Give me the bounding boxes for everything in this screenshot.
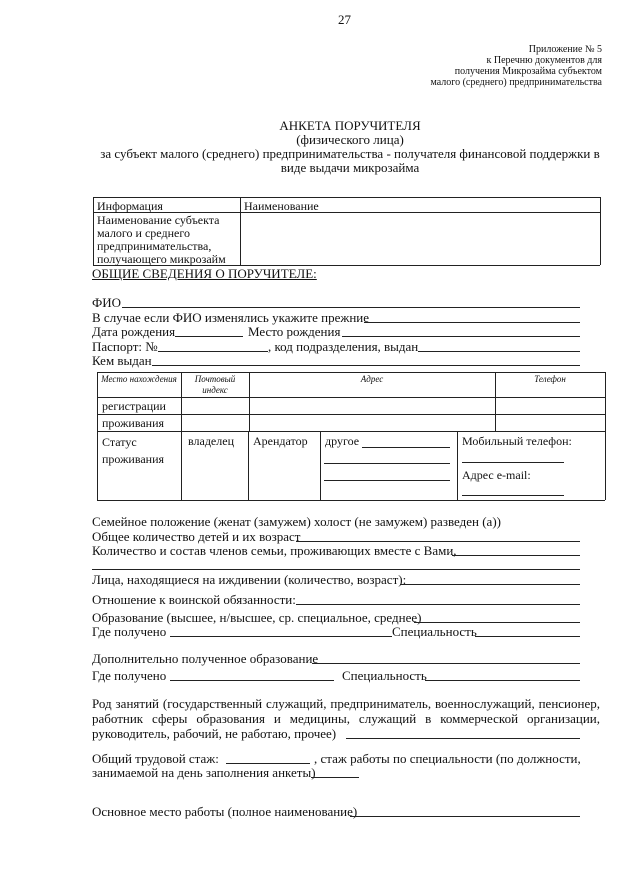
- info-header-name: Наименование: [244, 199, 319, 213]
- fio-field[interactable]: [122, 307, 580, 308]
- status-tenant[interactable]: Арендатор: [253, 434, 308, 448]
- other-field-2[interactable]: [324, 463, 450, 464]
- education-field[interactable]: [414, 622, 580, 623]
- passport-number-field[interactable]: [158, 351, 268, 352]
- total-experience-label: Общий трудовой стаж:: [92, 751, 219, 766]
- residence-address-field[interactable]: [250, 415, 494, 430]
- passport-label: Паспорт: №: [92, 339, 158, 354]
- form-title-line-3: за субъект малого (среднего) предпринимательства - получателя финансовой поддержки в: [100, 146, 600, 161]
- appendix-line-3: получения Микрозайма субъектом: [454, 66, 602, 77]
- family-members-field-2[interactable]: [92, 569, 580, 570]
- residence-postal-field[interactable]: [182, 415, 248, 430]
- prev-fio-label: В случае если ФИО изменялись укажите прежние: [92, 310, 370, 325]
- info-row-label: Наименование субъекта малого и среднего предпринимательства, получающего микрозайм: [97, 213, 226, 266]
- children-field[interactable]: [296, 541, 580, 542]
- additional-where-label: Где получено: [92, 668, 167, 683]
- appendix-line-2: к Перечню документов для: [486, 55, 602, 66]
- header-phone: Телефон: [534, 374, 566, 384]
- birth-place-label: Место рождения: [248, 324, 341, 339]
- main-job-label: Основное место работы (полное наименование): [92, 804, 358, 819]
- additional-specialty-label: Специальность: [342, 668, 427, 683]
- status-owner[interactable]: владелец: [188, 434, 234, 448]
- info-header-information: Информация: [97, 199, 163, 213]
- form-title: АНКЕТА ПОРУЧИТЕЛЯ: [279, 118, 421, 133]
- birth-date-field[interactable]: [175, 336, 243, 337]
- occupation-label: Род занятий (государственный служащий, предприниматель, военнослужащий, пенсионер, работник сферы образования и медицины, служащий в коммерческой организации, руководитель, рабочий, не работаю, прочее): [92, 696, 600, 741]
- status-other[interactable]: другое: [325, 434, 360, 448]
- family-members-label: Количество и состав членов семьи, проживающих вместе с Вами,: [92, 543, 457, 558]
- row-registration: регистрации: [102, 399, 166, 413]
- children-label: Общее количество детей и их возраст: [92, 529, 301, 544]
- main-job-field[interactable]: [350, 816, 580, 817]
- appendix-line-4: малого (среднего) предпринимательства: [430, 77, 602, 88]
- residence-phone-field[interactable]: [496, 415, 604, 430]
- total-experience-field[interactable]: [226, 763, 310, 764]
- specialty-experience-label: , стаж работы по специальности (по должности,: [314, 751, 581, 766]
- appendix-block: [430, 44, 602, 88]
- general-section-heading: ОБЩИЕ СВЕДЕНИЯ О ПОРУЧИТЕЛЕ:: [92, 266, 317, 281]
- issued-by-field[interactable]: [152, 365, 580, 366]
- email-field[interactable]: [462, 495, 564, 496]
- birth-date-label: Дата рождения: [92, 324, 176, 339]
- dependents-field[interactable]: [400, 584, 580, 585]
- header-address: Адрес: [360, 374, 384, 384]
- form-subtitle: (физического лица): [296, 132, 404, 147]
- passport-issued-field[interactable]: [418, 351, 580, 352]
- registration-address-field[interactable]: [250, 398, 494, 413]
- family-members-field[interactable]: [452, 555, 580, 556]
- birth-place-field[interactable]: [342, 336, 580, 337]
- occupation-field[interactable]: [346, 738, 580, 739]
- specialty-label: Специальность: [392, 624, 477, 639]
- registration-phone-field[interactable]: [496, 398, 604, 413]
- residence-status-label: Статус проживания: [102, 435, 165, 466]
- additional-education-label: Дополнительно полученное образование: [92, 651, 319, 666]
- form-title-line-4: виде выдачи микрозайма: [280, 160, 420, 175]
- mobile-phone-label: Мобильный телефон:: [462, 434, 572, 448]
- additional-where-field[interactable]: [170, 680, 334, 681]
- education-where-field[interactable]: [170, 636, 392, 637]
- appendix-line-1: Приложение № 5: [528, 44, 602, 55]
- fio-label: ФИО: [92, 295, 122, 310]
- issued-by-label: Кем выдан: [92, 353, 152, 368]
- marital-status: Семейное положение (женат (замужем) холост (не замужем) разведен (а)): [92, 514, 501, 529]
- military-field[interactable]: [296, 604, 580, 605]
- row-residence: проживания: [102, 416, 165, 430]
- dependents-label: Лица, находящиеся на иждивении (количество, возраст):: [92, 572, 407, 587]
- military-label: Отношение к воинской обязанности:: [92, 592, 296, 607]
- page-number: 27: [338, 12, 351, 27]
- division-code-label: , код подразделения, выдан: [268, 339, 419, 354]
- header-location: Место нахождения: [101, 374, 177, 384]
- specialty-experience-line-2: занимаемой на день заполнения анкеты): [92, 765, 316, 780]
- borrower-name-field[interactable]: [241, 213, 599, 264]
- specialty-field[interactable]: [475, 636, 580, 637]
- other-field-1[interactable]: [362, 447, 450, 448]
- prev-fio-field[interactable]: [364, 322, 580, 323]
- mobile-phone-field[interactable]: [462, 462, 564, 463]
- other-field-3[interactable]: [324, 480, 450, 481]
- registration-postal-field[interactable]: [182, 398, 248, 413]
- email-label: Адрес e-mail:: [462, 468, 531, 482]
- specialty-experience-field[interactable]: [311, 777, 359, 778]
- education-label: Образование (высшее, н/высшее, ср. специальное, среднее): [92, 610, 422, 625]
- education-where-label: Где получено: [92, 624, 167, 639]
- additional-specialty-field[interactable]: [425, 680, 580, 681]
- additional-education-field[interactable]: [312, 663, 580, 664]
- header-postal-code: Почтовый индекс: [194, 374, 236, 395]
